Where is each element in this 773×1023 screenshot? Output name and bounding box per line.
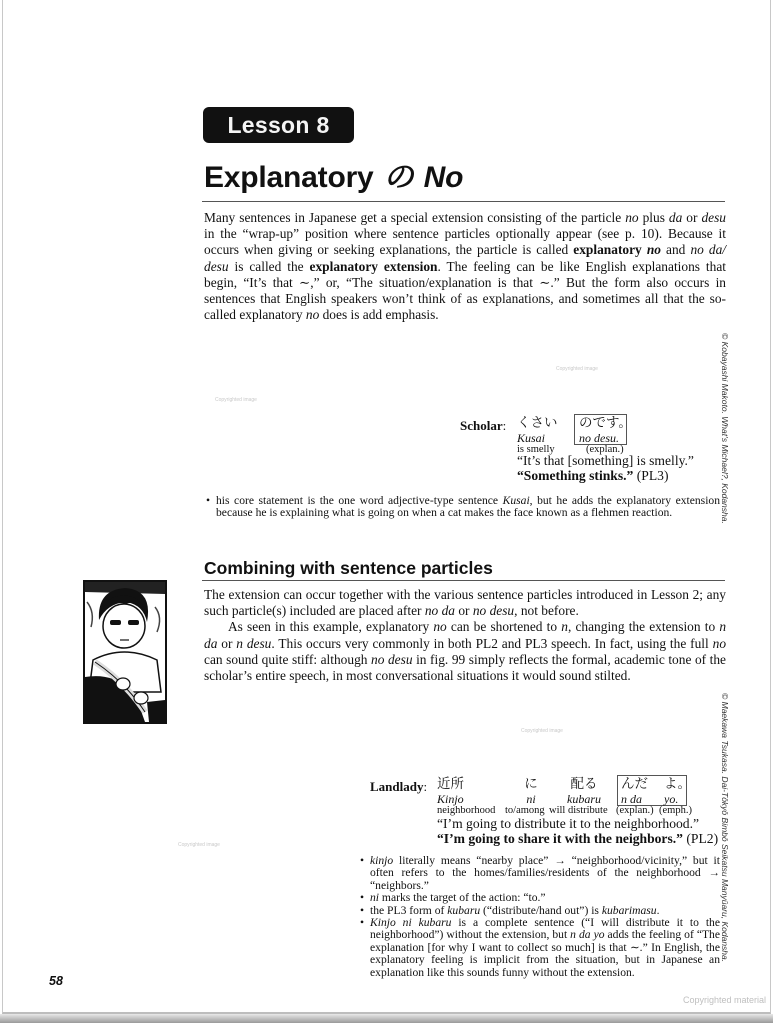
text-run: no <box>712 635 727 651</box>
title-japanese: の <box>383 161 414 194</box>
gloss-meaning: (explan.) <box>616 805 654 816</box>
gloss-meaning: to/among <box>505 805 545 816</box>
gloss-romaji: n da <box>621 792 642 806</box>
bullet: • <box>360 854 365 867</box>
gloss-romaji: kubaru <box>567 792 601 806</box>
note-item <box>360 855 720 892</box>
note-text <box>370 891 546 904</box>
gloss-romaji: ni <box>526 792 536 806</box>
text-run: literally means “nearby place” → “neighborhood/vicinity,” but it often refers to the homes/families/residents of the neighborhood → “neighbors.” <box>370 854 720 892</box>
text-run: . The feeling can be like English explanations that begin, “It’s that ∼,” or, “The situation/explanation is that ∼.” But the form also occurs in sentences that English speakers won’t think of as explanations, and sometimes all that the so-called explanatory <box>204 258 726 323</box>
section-heading: Combining with sentence particles <box>204 558 493 578</box>
bullet: • <box>360 916 365 930</box>
gloss-romaji: Kusai <box>517 431 546 445</box>
text-run: , not before. <box>514 603 579 619</box>
text-run: is called the <box>228 258 310 274</box>
text-run: no <box>625 210 639 225</box>
image-credit: © Kobayashi Makoto. What’s Michael?, Kodansha. <box>720 333 730 524</box>
lesson-badge: Lesson 8 <box>203 107 354 143</box>
gloss-japanese: くさい <box>517 415 558 431</box>
title-suffix: No <box>423 161 464 194</box>
text-run: can be shortened to <box>446 619 562 635</box>
note-text <box>370 854 720 892</box>
gloss-japanese: んだ <box>621 776 648 792</box>
gloss-japanese: 近所 <box>437 776 464 792</box>
section-rule <box>202 580 725 581</box>
gloss-meaning: will distribute <box>549 805 608 816</box>
text-run: As seen in this example, explanatory <box>228 619 434 635</box>
speaker-name: Scholar <box>460 418 503 433</box>
note-item <box>206 495 720 520</box>
text-run: Kusai <box>502 494 530 507</box>
text-run: in the “wrap-up” position where sentence particles optionally appear (see p. 10). Because it occurs when giving or seeking explanations, the particle is called <box>204 226 726 258</box>
text-run: or <box>217 635 237 651</box>
text-run: explanatory <box>573 242 647 258</box>
text-run: or <box>682 210 702 225</box>
book-page <box>2 0 771 1014</box>
text-run: n desu <box>236 635 272 651</box>
text-run: and <box>660 242 691 258</box>
title-rule <box>202 201 725 202</box>
text-run: , but he adds the explanatory extension because he is explaining what is going on when a cat makes the face known as a flehmen reaction. <box>216 494 721 520</box>
gloss-romaji: yo. <box>664 792 679 806</box>
bullet: • <box>360 903 365 917</box>
text-run: no <box>433 619 447 635</box>
example2-literal: “I’m going to distribute it to the neighborhood.” <box>437 816 700 831</box>
note-text <box>370 904 660 917</box>
note-text <box>216 494 720 519</box>
text-run: explanatory extension <box>309 258 438 274</box>
example1-natural <box>517 468 668 483</box>
text-run: adds the feeling of “The explanation [for why I want to collect so much] is that ∼.” In English, the explanatory feeling is implicit from the situation, but in Japanese an explanation like this sounds funny without the extension. <box>370 928 720 979</box>
paragraph <box>204 587 726 619</box>
image-credit: © Maekawa Tsukasa. Dai-Tōkyō Bimbō Seikatsu Manyūaru, Kodansha. <box>720 693 730 963</box>
example2-natural <box>437 831 718 846</box>
text-run: kubarimasu <box>601 903 657 917</box>
note-text <box>370 916 720 979</box>
bullet: • <box>360 891 365 905</box>
copyright-footer: Copyrighted material <box>683 995 767 1005</box>
politeness-level: (PL2) <box>686 831 719 846</box>
gloss-romaji: Kinjo <box>437 792 464 806</box>
gloss-word <box>517 415 558 456</box>
text-run: the PL3 form of <box>370 903 448 917</box>
page-number: 58 <box>49 974 63 988</box>
example1-notes <box>206 495 720 520</box>
gloss-romaji: no desu. <box>579 431 619 445</box>
gloss-japanese: に <box>524 776 538 792</box>
intro-text <box>204 210 726 323</box>
text-run: no desu <box>472 603 515 619</box>
bullet: • <box>206 494 211 507</box>
text-run: marks the target of the action: “to.” <box>379 891 546 905</box>
text-run: is a complete sentence (“I will distribute it to the neighborhood”) without the extension, but <box>370 916 720 942</box>
page-title <box>204 160 463 196</box>
title-prefix: Explanatory <box>204 161 374 194</box>
speaker-colon: : <box>502 418 507 433</box>
text-run: his core statement is the one word adjective-type sentence <box>216 494 503 507</box>
text-run: da <box>668 210 683 225</box>
gloss-word <box>564 776 604 805</box>
text-run: plus <box>638 210 669 225</box>
text-run: kubaru <box>447 903 481 917</box>
paragraph <box>204 619 726 684</box>
gloss-meaning: neighborhood <box>437 805 496 816</box>
text-run: n <box>561 619 568 635</box>
example1-literal: “It’s that [something] is smelly.” <box>517 453 694 468</box>
text-run: no <box>305 307 320 323</box>
text-run: kinjo <box>370 854 394 867</box>
text-run: no <box>646 242 661 258</box>
text-run: n da <box>204 619 727 651</box>
watermark: Copyrighted image <box>215 397 257 403</box>
section2-paragraphs <box>204 587 726 684</box>
speaker-colon: : <box>423 779 428 794</box>
note-item <box>360 917 720 979</box>
gloss-word <box>579 415 632 456</box>
text-run: . <box>656 903 660 917</box>
text-run: (“distribute/hand out”) is <box>480 903 602 917</box>
watermark: Copyrighted image <box>178 842 220 848</box>
speaker-name: Landlady <box>370 779 424 794</box>
text-run: Kinjo ni kubaru <box>370 916 452 930</box>
next-page-edge <box>0 1014 773 1023</box>
text-run: does is add emphasis. <box>319 307 439 323</box>
example1-speaker <box>460 418 506 434</box>
text-run: . This occurs very commonly in both PL2 and PL3 speech. In fact, using the full <box>271 635 713 651</box>
text-run: Many sentences in Japanese get a special extension consisting of the particle <box>204 210 626 225</box>
gloss-word <box>664 776 691 805</box>
gloss-word <box>437 776 495 817</box>
politeness-level: (PL3) <box>636 468 669 483</box>
text-run: can sound quite stiff: although <box>204 651 372 667</box>
text-run: in fig. 99 simply reflects the formal, academic tone of the scholar’s entire speech, in most conversational situations it would sound stilted. <box>204 651 727 684</box>
manga-panel-image <box>83 580 167 724</box>
gloss-word <box>516 776 546 805</box>
example2-notes <box>360 855 720 979</box>
gloss-japanese: のです。 <box>579 415 632 431</box>
natural-translation: “Something stinks.” <box>517 468 634 483</box>
text-run: or <box>454 603 473 619</box>
gloss-japanese: よ。 <box>664 776 691 792</box>
text-run: desu <box>701 210 726 225</box>
text-run: no da <box>424 603 455 619</box>
intro-paragraph <box>204 210 726 323</box>
text-run: , changing the extension to <box>567 619 720 635</box>
manga-character-illustration <box>85 582 165 722</box>
gloss-japanese: 配る <box>570 776 598 792</box>
text-run: no da/ desu <box>204 242 727 274</box>
text-run: The extension can occur together with the various sentence particles introduced in Lesson 2; any such particle(s) included are placed after <box>204 587 726 619</box>
gloss-meaning: (emph.) <box>659 805 692 816</box>
gloss-meaning: (explan.) <box>586 444 624 455</box>
gloss-word <box>621 776 648 805</box>
watermark: Copyrighted image <box>521 728 563 734</box>
example2-speaker <box>370 779 427 795</box>
text-run: ni <box>370 891 380 905</box>
text-run: no desu <box>371 651 413 667</box>
natural-translation: “I’m going to share it with the neighbors.” <box>437 831 683 846</box>
text-run: n da yo <box>570 928 605 942</box>
watermark: Copyrighted image <box>556 366 598 372</box>
gloss-meaning: is smelly <box>517 444 555 455</box>
